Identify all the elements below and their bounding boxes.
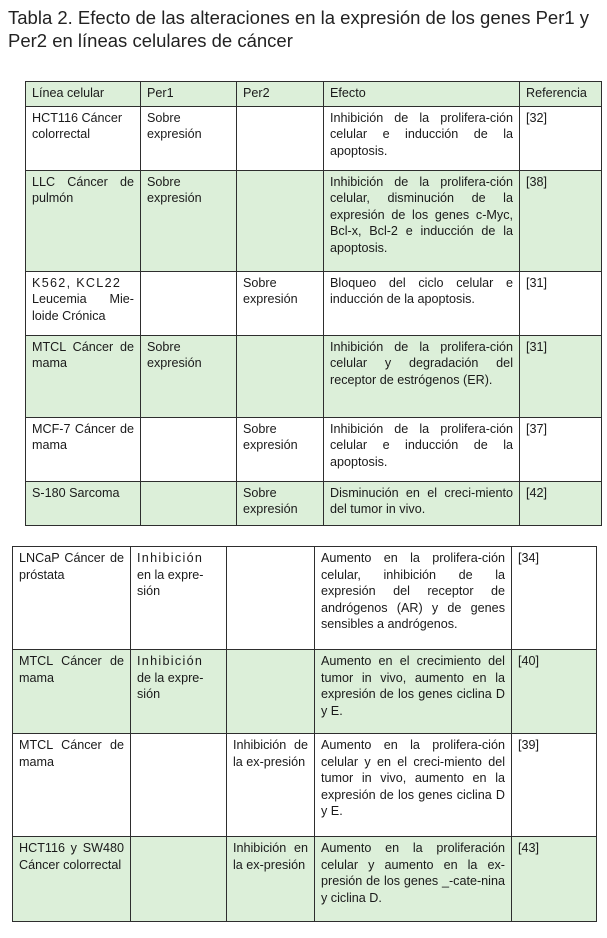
cell-linea: MTCL Cáncer de mama <box>26 335 141 417</box>
cell-efecto: Aumento en la prolifera-ción celular, inhibición de la expresión del receptor de andrógenos (AR) y de genes sensibles a andrógenos. <box>315 547 512 650</box>
table-title: Tabla 2. Efecto de las alteraciones en la expresión de los genes Per1 y Per2 en líneas celulares de cáncer <box>8 7 590 51</box>
header-per2: Per2 <box>237 82 324 107</box>
cell-per1 <box>131 650 227 734</box>
cell-per1 <box>131 547 227 650</box>
cell-linea: HCT116 Cáncer colorrectal <box>26 106 141 170</box>
cell-efecto: Inhibición de la prolifera-ción celular, disminución de la expresión de los genes c-Myc, Bcl-x, Bcl-2 e inducción de la apoptosis. <box>324 170 520 271</box>
cell-per2 <box>237 170 324 271</box>
cell-per1 <box>141 417 237 481</box>
cell-linea <box>26 271 141 335</box>
cell-per2 <box>237 106 324 170</box>
table-row <box>26 417 602 481</box>
cell-referencia: [43] <box>512 837 597 922</box>
cell-referencia: [37] <box>520 417 602 481</box>
table-per-genes-continued <box>12 546 597 922</box>
cell-referencia: [40] <box>512 650 597 734</box>
header-linea: Línea celular <box>26 82 141 107</box>
cell-referencia: [39] <box>512 734 597 837</box>
cell-linea: HCT116 y SW480 Cáncer colorrectal <box>13 837 131 922</box>
table-row <box>26 271 602 335</box>
cell-linea: S-180 Sarcoma <box>26 481 141 525</box>
cell-linea-desc: Leucemia Mie-loide Crónica <box>32 292 134 323</box>
table-row <box>26 481 602 525</box>
cell-per1 <box>131 837 227 922</box>
table-row <box>13 837 597 922</box>
table-row <box>26 170 602 271</box>
cell-efecto: Aumento en la proliferación celular y aumento en la ex-presión de los genes _-cate-nina y ciclina D. <box>315 837 512 922</box>
cell-per1 <box>141 481 237 525</box>
cell-per2: Inhibición en la ex-presión <box>227 837 315 922</box>
cell-efecto: Disminución en el creci-miento del tumor in vivo. <box>324 481 520 525</box>
cell-referencia: [34] <box>512 547 597 650</box>
cell-linea: MCF-7 Cáncer de mama <box>26 417 141 481</box>
cell-linea: LNCaP Cáncer de próstata <box>13 547 131 650</box>
cell-linea-codes: K562, KCL22 <box>32 275 122 290</box>
cell-referencia: [32] <box>520 106 602 170</box>
table-header-row <box>26 82 602 107</box>
table-row <box>13 547 597 650</box>
header-referencia: Referencia <box>520 82 602 107</box>
header-efecto: Efecto <box>324 82 520 107</box>
cell-linea: MTCL Cáncer de mama <box>13 734 131 837</box>
cell-per2: Inhibición de la ex-presión <box>227 734 315 837</box>
cell-per2: Sobre expresión <box>237 271 324 335</box>
cell-efecto: Inhibición de la prolifera-ción celular e inducción de la apoptosis. <box>324 106 520 170</box>
cell-per2 <box>227 547 315 650</box>
table-row <box>13 650 597 734</box>
cell-referencia: [31] <box>520 271 602 335</box>
cell-per1 <box>141 271 237 335</box>
table-row <box>26 335 602 417</box>
cell-referencia: [31] <box>520 335 602 417</box>
cell-referencia: [38] <box>520 170 602 271</box>
cell-per1: Sobre expresión <box>141 106 237 170</box>
cell-per1 <box>131 734 227 837</box>
cell-per1-first: Inhibición <box>137 551 204 565</box>
cell-efecto: Bloqueo del ciclo celular e inducción de la apoptosis. <box>324 271 520 335</box>
cell-per2 <box>227 650 315 734</box>
cell-per2: Sobre expresión <box>237 481 324 525</box>
cell-efecto: Inhibición de la prolifera-ción celular e inducción de la apoptosis. <box>324 417 520 481</box>
cell-per2 <box>237 335 324 417</box>
cell-per1: Sobre expresión <box>141 170 237 271</box>
table-row <box>26 106 602 170</box>
cell-per1-first: Inhibición <box>137 654 204 668</box>
table-row <box>13 734 597 837</box>
cell-referencia: [42] <box>520 481 602 525</box>
table-per-genes <box>25 81 602 526</box>
cell-per1-rest: de la expre-sión <box>137 670 204 702</box>
cell-efecto: Aumento en la prolifera-ción celular y en el creci-miento del tumor in vivo, aumento en la expresión de los genes ciclina D y E. <box>315 734 512 837</box>
cell-per1: Sobre expresión <box>141 335 237 417</box>
cell-per2: Sobre expresión <box>237 417 324 481</box>
cell-linea: MTCL Cáncer de mama <box>13 650 131 734</box>
header-per1: Per1 <box>141 82 237 107</box>
cell-per1-rest: en la expre-sión <box>137 567 204 599</box>
cell-linea: LLC Cáncer de pulmón <box>26 170 141 271</box>
cell-efecto: Inhibición de la prolifera-ción celular y degradación del receptor de estrógenos (ER). <box>324 335 520 417</box>
cell-efecto: Aumento en el crecimiento del tumor in vivo, aumento en la expresión de los genes ciclina D y E. <box>315 650 512 734</box>
